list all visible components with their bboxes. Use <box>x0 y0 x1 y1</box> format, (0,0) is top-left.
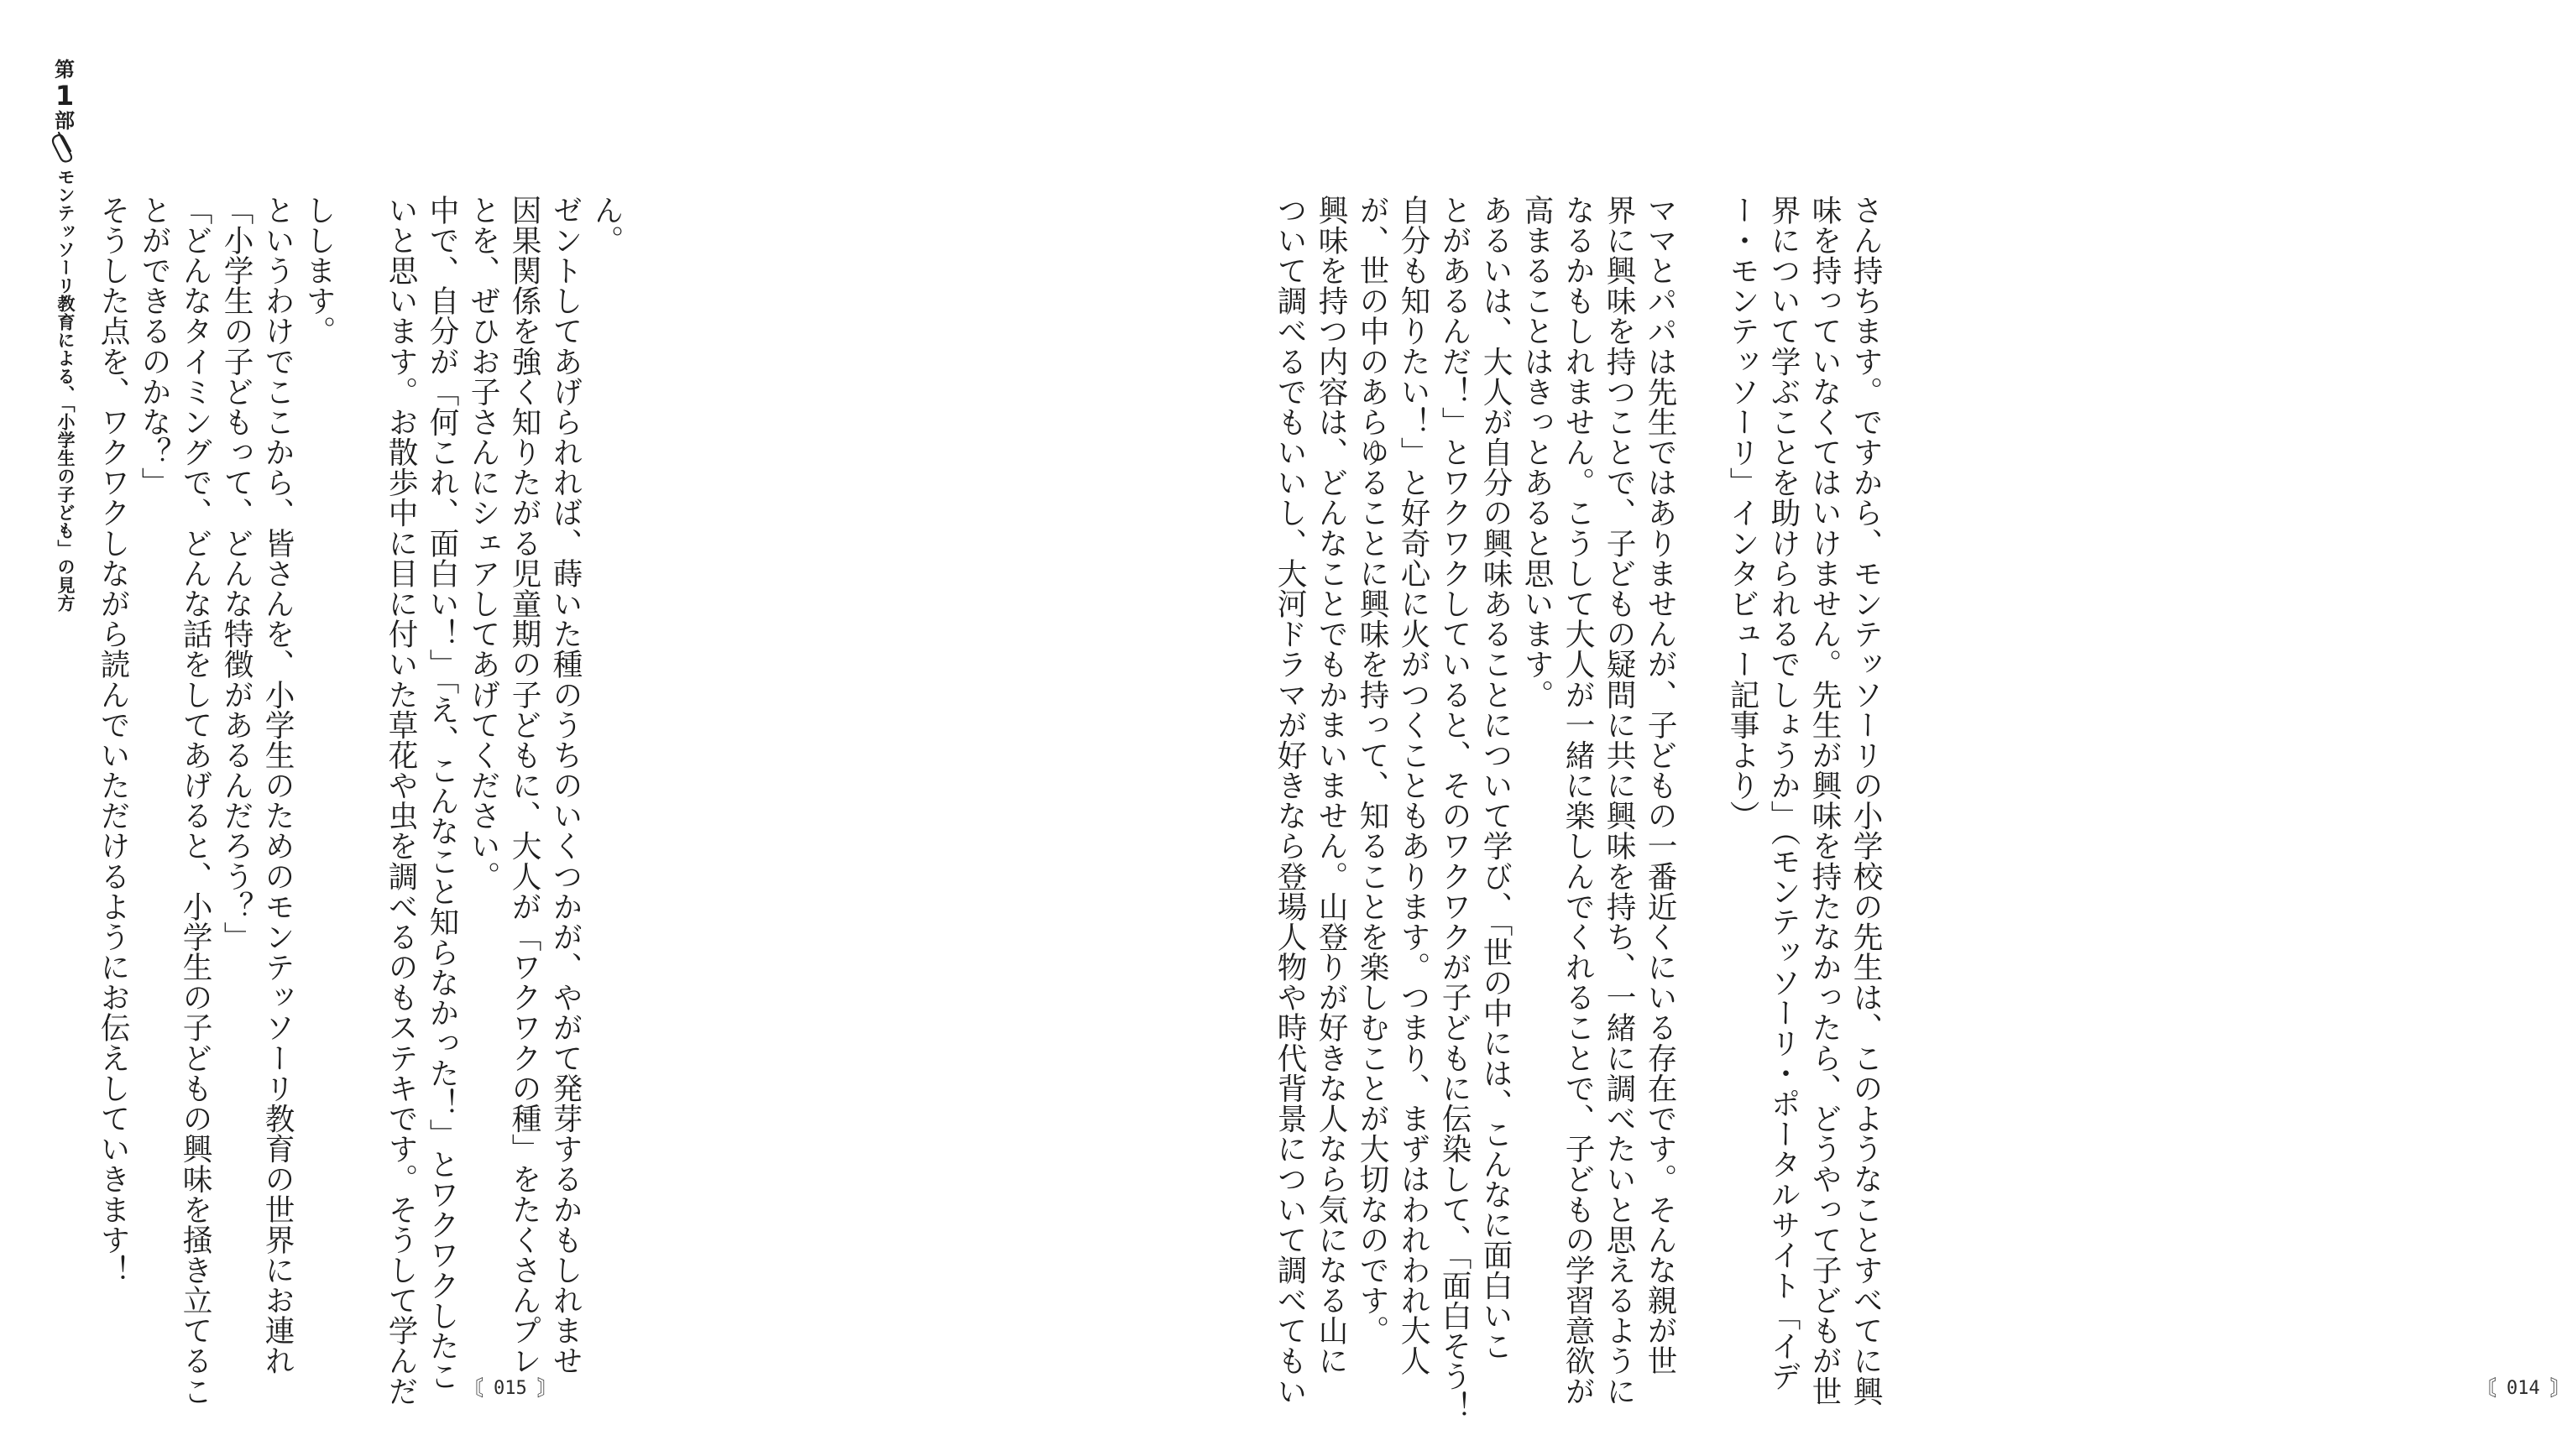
text-line: 中で、自分が「何これ、面白い！」「え、こんなこと知らなかった！」とワクワクしたこ <box>425 195 459 1391</box>
folio-bracket-close: 〙 <box>2549 1376 2572 1401</box>
text-line: 「どんなタイミングで、どんな話をしてあげると、小学生の子どもの興味を掻き立てるこ <box>178 195 212 1406</box>
text-line: 因果関係を強く知りたがる児童期の子どもに、大人が「ワクワクの種」をたくさんプレ <box>507 195 541 1376</box>
text-line: 興味を持つ内容は、どんなことでもかまいません。山登りが好きな人なら気になる山に <box>1314 195 1348 1376</box>
folio-bracket-open: 〘 <box>462 1376 484 1401</box>
paperclip-icon <box>50 126 79 164</box>
text-line: とができるのかな？」 <box>137 195 171 498</box>
part-number: 1 <box>55 80 75 112</box>
text-line: いと思います。お散歩中に目に付いた草花や虫を調べるのもステキです。そうして学んだ <box>384 195 418 1406</box>
part-char-2: 部 <box>55 109 75 133</box>
running-title: モンテッソーリ教育による、「小学生の子ども」の見方 <box>55 168 76 613</box>
text-line: ついて調べるでもいいし、大河ドラマが好きなら登場人物や時代背景について調べてもい <box>1273 195 1307 1406</box>
right-page <box>1007 0 2572 1456</box>
text-line: ー・モンテッソーリ」インタビュー記事より） <box>1725 195 1759 831</box>
text-line: 界に興味を持つことで、子どもの疑問に共に興味を持ち、一緒に調べたいと思えるように <box>1602 195 1636 1406</box>
text-line: ゼントしてあげられれば、蒔いた種のうちのいくつかが、やがて発芽するかもしれませ <box>548 195 583 1376</box>
text-line <box>339 195 379 1302</box>
text-line: ん。 <box>589 195 624 256</box>
text-line: というわけでここから、皆さんを、小学生のためのモンテッソーリ教育の世界にお連れ <box>260 195 295 1376</box>
page-number <box>462 1376 559 1401</box>
text-line: なるかもしれません。こうして大人が一緒に楽しんでくれることで、子どもの学習意欲が <box>1560 195 1595 1406</box>
folio-bracket-open: 〘 <box>2475 1376 2497 1401</box>
text-line: そうした点を、ワクワクしながら読んでいただけるようにお伝えしていきます！ <box>96 195 130 1286</box>
folio-number: 014 <box>2507 1378 2540 1399</box>
part-char-1: 第 <box>55 58 75 81</box>
text-line: が、世の中のあらゆることに興味を持って、知ることを楽しむことが大切なのです。 <box>1355 195 1389 1346</box>
text-line <box>1681 195 1721 1302</box>
text-line: 「小学生の子どもって、どんな特徴があるんだろう？」 <box>219 195 254 952</box>
text-line: とを、ぜひお子さんにシェアしてあげてください。 <box>466 195 500 892</box>
folio-number: 015 <box>494 1378 527 1399</box>
text-line: 自分も知りたい！」と好奇心に火がつくこともあります。つまり、まずはわれわれ大人 <box>1396 195 1430 1376</box>
folio-bracket-close: 〙 <box>536 1376 559 1401</box>
text-line: ママとパパは先生ではありませんが、子どもの一番近くにいる存在です。そんな親が世 <box>1643 195 1677 1376</box>
text-line: とがあるんだ！」とワクワクしていると、そのワクワクが子どもに伝染して、「面白そう！ <box>1437 195 1472 1422</box>
text-line: しします。 <box>301 195 336 347</box>
text-line: 味を持っていなくてはいけません。先生が興味を持たなかったら、どうやって子どもが世 <box>1807 195 1842 1406</box>
part-marker <box>52 59 77 133</box>
page-number <box>2475 1376 2572 1401</box>
text-line: 界について学ぶことを助けられるでしょうか」（モンテッソーリ・ポータルサイト「イデ <box>1766 195 1801 1391</box>
text-line: 高まることはきっとあると思います。 <box>1519 195 1554 710</box>
text-line: さん持ちます。ですから、モンテッソーリの小学校の先生は、このようなことすべてに興 <box>1848 195 1883 1406</box>
text-line: あるいは、大人が自分の興味あることについて学び、「世の中には、こんなに面白いこ <box>1478 195 1513 1361</box>
left-page <box>0 0 1007 1456</box>
